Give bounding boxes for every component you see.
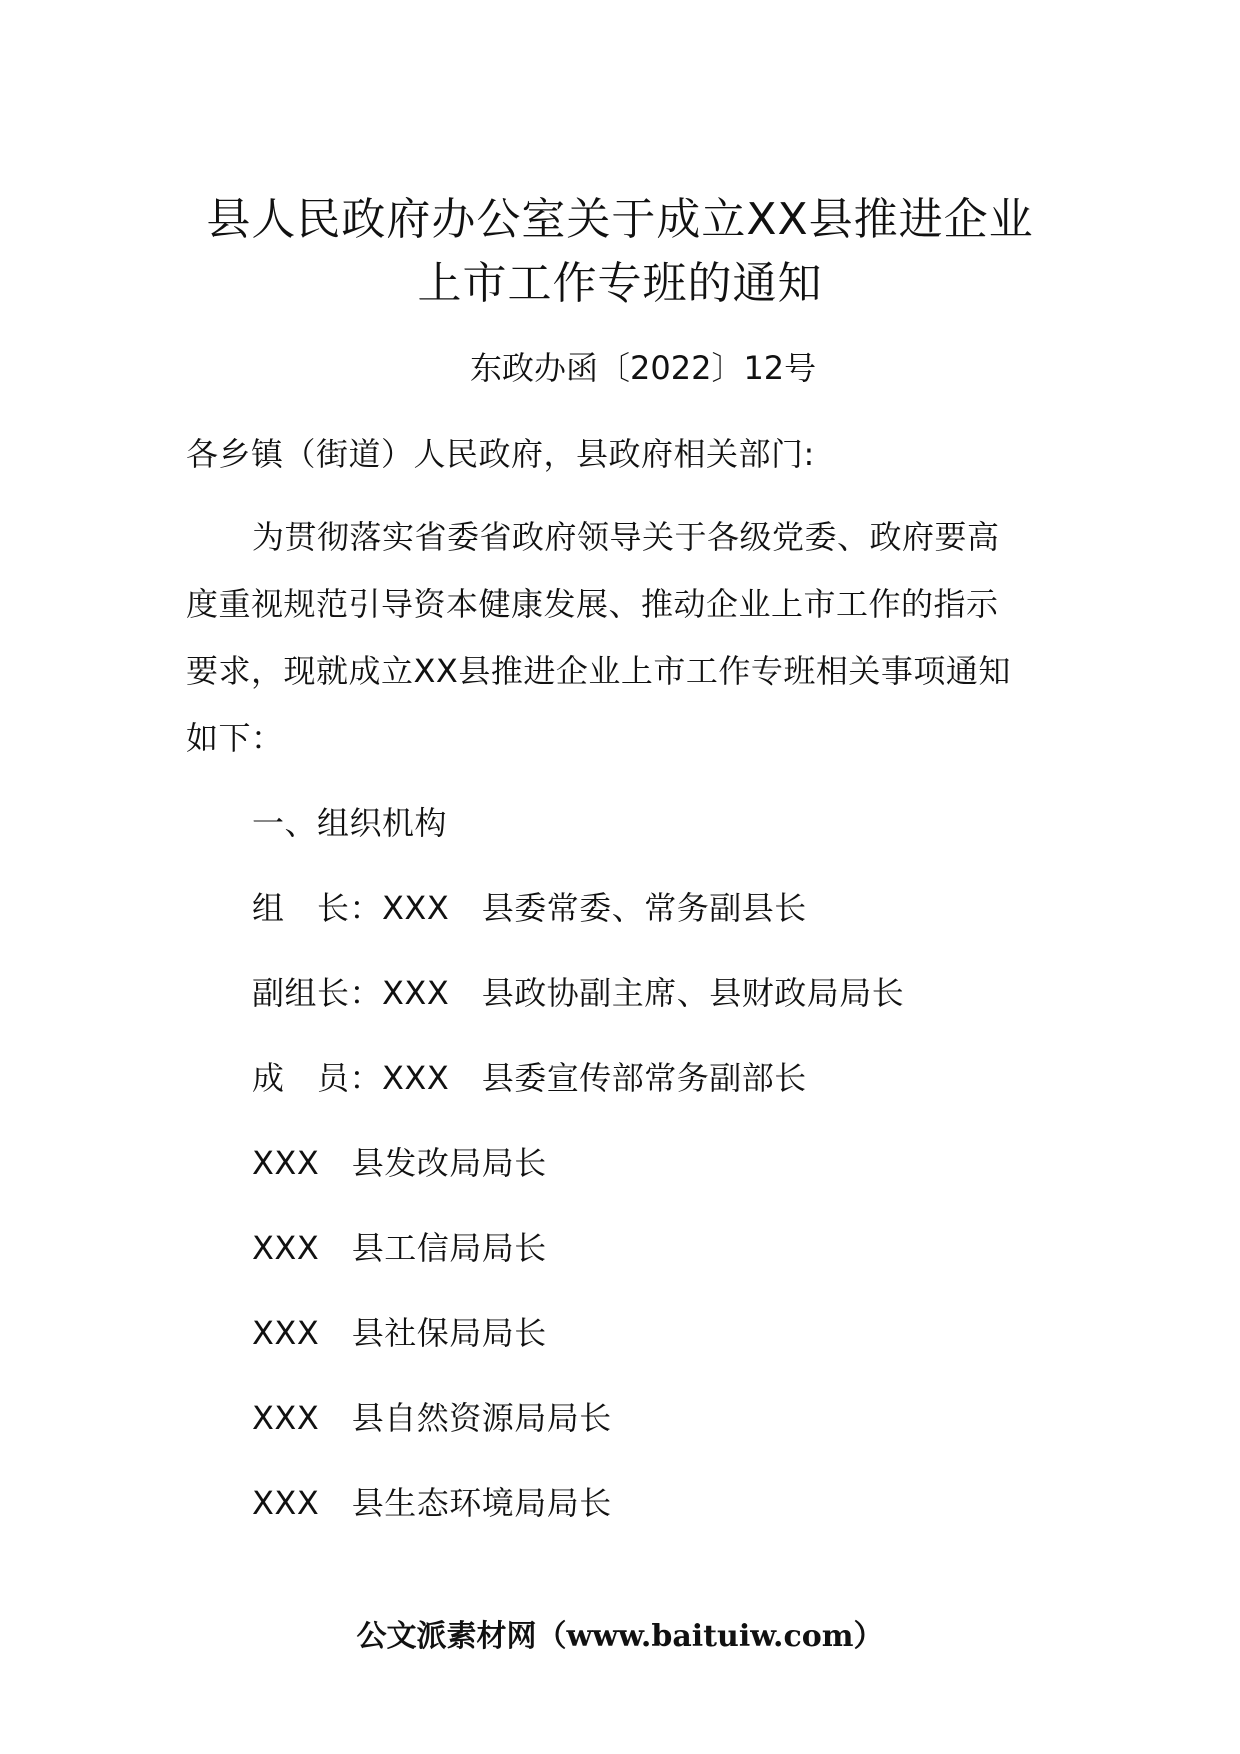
body-line-1: 为贯彻落实省委省政府领导关于各级党委、政府要高 [252, 518, 1000, 556]
footer-watermark: 公文派素材网（www.baituiw.com） [356, 1619, 884, 1654]
member-line-5: XXX 县工信局局长 [252, 1229, 547, 1267]
body-line-3: 要求，现就成立XX县推进企业上市工作专班相关事项通知 [186, 652, 1011, 690]
salutation: 各乡镇（街道）人民政府，县政府相关部门: [186, 435, 815, 473]
body-line-4: 如下： [186, 719, 284, 757]
section-heading: 一、组织机构 [252, 804, 448, 842]
member-line-8: XXX 县生态环境局局长 [252, 1484, 612, 1522]
member-line-6: XXX 县社保局局长 [252, 1314, 547, 1352]
member-line-7: XXX 县自然资源局局长 [252, 1399, 612, 1437]
document-title-line-2: 上市工作专班的通知 [417, 258, 823, 309]
body-line-2: 度重视规范引导资本健康发展、推动企业上市工作的指示 [186, 585, 999, 623]
document-title-line-1: 县人民政府办公室关于成立XX县推进企业 [206, 194, 1034, 245]
member-line-3: 成 员：XXX 县委宣传部常务副部长 [252, 1059, 807, 1097]
member-line-1: 组 长：XXX 县委常委、常务副县长 [252, 889, 807, 927]
document-number: 东政办函〔2022〕12号 [470, 349, 817, 387]
member-line-2: 副组长：XXX 县政协副主席、县财政局局长 [252, 974, 905, 1012]
member-line-4: XXX 县发改局局长 [252, 1144, 547, 1182]
